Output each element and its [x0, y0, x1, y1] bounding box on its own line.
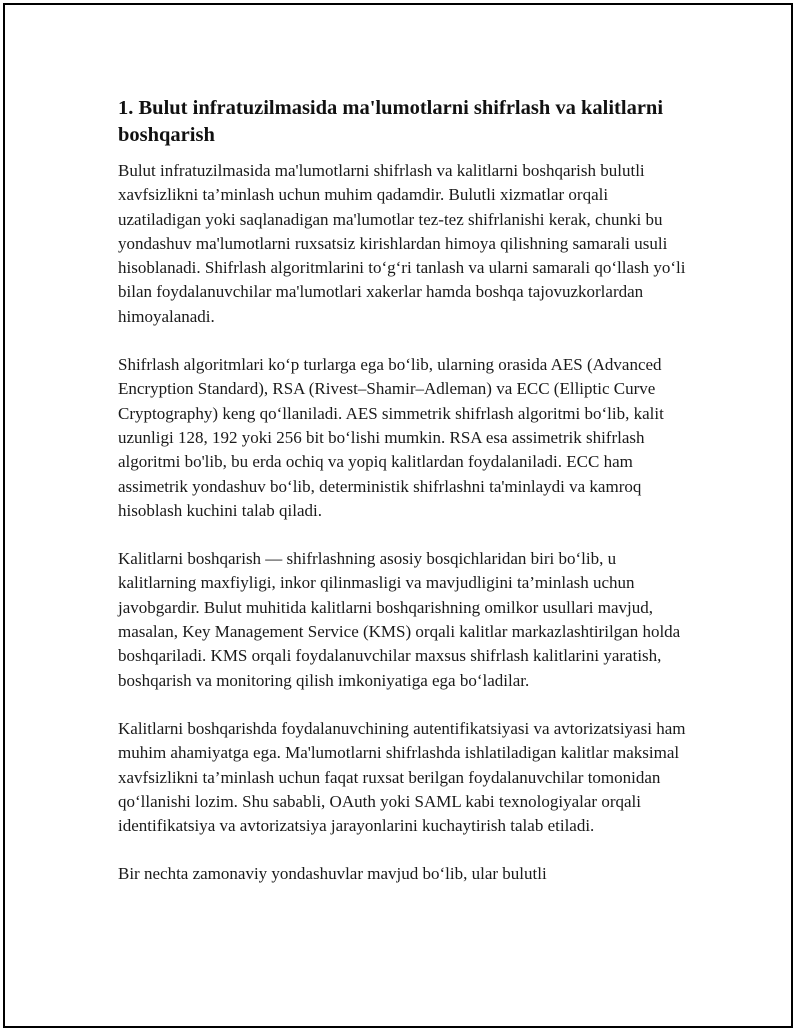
document-body [118, 95, 693, 911]
section-heading: 1. Bulut infratuzilmasida ma'lumotlarni shifrlash va kalitlarni boshqarish [118, 97, 664, 146]
paragraph-key-management: Kalitlarni boshqarish — shifrlashning asosiy bosqichlaridan biri bo‘lib, u kalitlarning maxfiyligi, inkor qilinmasligi va mavjudligini ta’minlash uchun javobgardir. Bulut muhitida kalitlarni boshqarishning omilkor usullari mavjud, masalan, Key Management Service (KMS) orqali kalitlar markazlashtirilgan holda boshqariladi. KMS orqali foydalanuvchilar maxsus shifrlash kalitlarini yaratish, boshqarish va monitoring qilish imkoniyatiga ega bo‘ladilar. [118, 549, 681, 690]
paragraph-encryption-intro: Bulut infratuzilmasida ma'lumotlarni shifrlash va kalitlarni boshqarish bulutli xavfsizlikni ta’minlash uchun muhim qadamdir. Bulutli xizmatlar orqali uzatiladigan yoki saqlanadigan ma'lumotlar tez-tez shifrlanishi kerak, chunki bu yondashuv ma'lumotlarni ruxsatsiz kirishlardan himoya qilishning samarali usuli hisoblanadi. Shifrlash algoritmlarini to‘g‘ri tanlash va ularni samarali qo‘llash yo‘li bilan foydalanuvchilar ma'lumotlari xakerlar hamda boshqa tajovuzkorlardan himoyalanadi. [118, 161, 686, 326]
paragraph-algorithms: Shifrlash algoritmlari ko‘p turlarga ega bo‘lib, ularning orasida AES (Advanced Encryption Standard), RSA (Rivest–Shamir–Adleman) va ECC (Elliptic Curve Cryptography) keng qo‘llaniladi. AES simmetrik shifrlash algoritmi bo‘lib, kalit uzunligi 128, 192 yoki 256 bit bo‘lishi mumkin. RSA esa assimetrik shifrlash algoritmi bo'lib, bu erda ochiq va yopiq kalitlardan foydalaniladi. ECC ham assimetrik yondashuv bo‘lib, deterministik shifrlashni ta'minlaydi va kamroq hisoblash kuchini talab qiladi. [118, 355, 664, 520]
paragraph-authentication: Kalitlarni boshqarishda foydalanuvchining autentifikatsiyasi va avtorizatsiyasi ham muhim ahamiyatga ega. Ma'lumotlarni shifrlashda ishlatiladigan kalitlar maksimal xavfsizlikni ta’minlash uchun faqat ruxsat berilgan foydalanuvchilar tomonidan qo‘llanishi lozim. Shu sababli, OAuth yoki SAML kabi texnologiyalar orqali identifikatsiya va avtorizatsiya jarayonlarini kuchaytirish talab etiladi. [118, 718, 686, 836]
paragraph-modern-approaches: Bir nechta zamonaviy yondashuvlar mavjud bo‘lib, ular bulutli [118, 864, 547, 884]
